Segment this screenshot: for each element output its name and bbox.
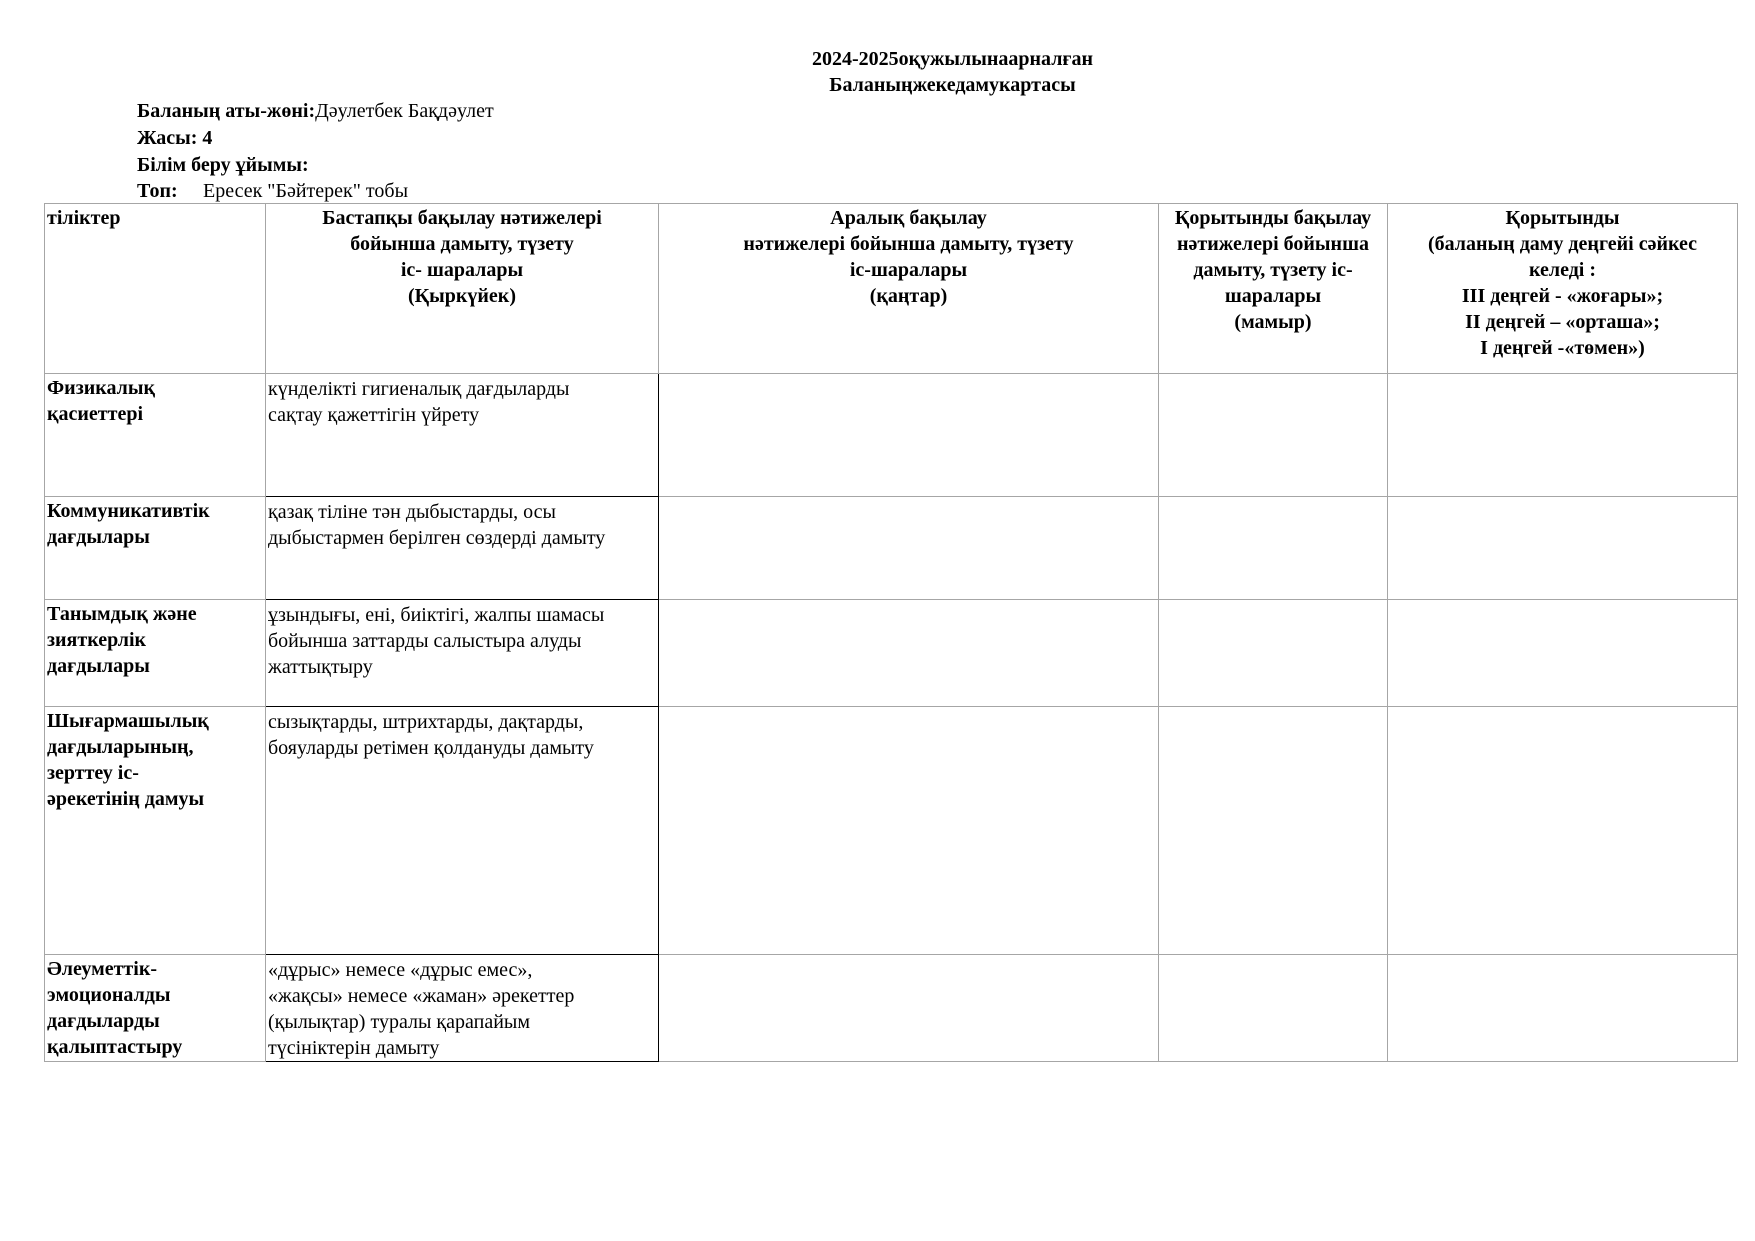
group-value: Ересек "Бәйтерек" тобы bbox=[203, 180, 408, 202]
domain-cell: Шығармашылық дағдыларының, зерттеу іс- әрекетінің дамуы bbox=[45, 707, 266, 955]
header-result: Қорытынды (баланың даму деңгейі сәйкес келеді : ІІІ деңгей - «жоғары»; ІІ деңгей – «орташа»; І деңгей -«төмен») bbox=[1388, 204, 1738, 374]
development-card-table bbox=[44, 203, 1738, 1062]
header-sections: тіліктер bbox=[45, 204, 266, 374]
interim-measure-cell bbox=[659, 374, 1159, 497]
document-title-line1: 2024-2025оқужылынаарналған bbox=[811, 48, 1094, 70]
table-row bbox=[45, 600, 1738, 707]
child-name-line bbox=[137, 98, 494, 124]
header-interim-measures: Аралық бақылау нәтижелері бойынша дамыту, түзету іс-шаралары (қаңтар) bbox=[659, 204, 1159, 374]
group-label: Топ: bbox=[137, 180, 178, 202]
domain-cell: Коммуникативтік дағдылары bbox=[45, 497, 266, 600]
initial-measure-cell: «дұрыс» немесе «дұрыс емес», «жақсы» немесе «жаман» әрекеттер (қылықтар) туралы қарапайым түсініктерін дамыту bbox=[266, 955, 659, 1062]
result-cell bbox=[1388, 497, 1738, 600]
education-org-label: Білім беру ұйымы: bbox=[137, 154, 309, 176]
interim-measure-cell bbox=[659, 707, 1159, 955]
child-name-value: Дәулетбек Бақдәулет bbox=[315, 100, 494, 122]
table-header-row bbox=[45, 204, 1738, 374]
domain-cell: Танымдық және зияткерлік дағдылары bbox=[45, 600, 266, 707]
table-row bbox=[45, 497, 1738, 600]
final-measure-cell bbox=[1159, 707, 1388, 955]
final-measure-cell bbox=[1159, 955, 1388, 1062]
domain-cell: Әлеуметтік- эмоционалды дағдыларды қалыптастыру bbox=[45, 955, 266, 1062]
header-final-measures: Қорытынды бақылау нәтижелері бойынша дамыту, түзету іс- шаралары (мамыр) bbox=[1159, 204, 1388, 374]
child-name-label: Баланың аты-жөні: bbox=[137, 100, 316, 122]
final-measure-cell bbox=[1159, 374, 1388, 497]
document-title-line2: Баланыңжекедамукартасы bbox=[829, 74, 1076, 96]
interim-measure-cell bbox=[659, 955, 1159, 1062]
education-org-line bbox=[137, 152, 309, 178]
table-row bbox=[45, 955, 1738, 1062]
result-cell bbox=[1388, 600, 1738, 707]
child-age-label: Жасы: 4 bbox=[137, 127, 213, 149]
result-cell bbox=[1388, 955, 1738, 1062]
initial-measure-cell: ұзындығы, ені, биіктігі, жалпы шамасы бойынша заттарды салыстыра алуды жаттықтыру bbox=[266, 600, 659, 707]
table-row bbox=[45, 374, 1738, 497]
interim-measure-cell bbox=[659, 497, 1159, 600]
group-line bbox=[137, 178, 408, 204]
child-age-line bbox=[137, 125, 212, 151]
initial-measure-cell: қазақ тіліне тән дыбыстарды, осы дыбыстармен берілген сөздерді дамыту bbox=[266, 497, 659, 600]
initial-measure-cell: сызықтарды, штрихтарды, дақтарды, бояуларды ретімен қолдануды дамыту bbox=[266, 707, 659, 955]
final-measure-cell bbox=[1159, 600, 1388, 707]
final-measure-cell bbox=[1159, 497, 1388, 600]
result-cell bbox=[1388, 374, 1738, 497]
result-cell bbox=[1388, 707, 1738, 955]
header-initial-measures: Бастапқы бақылау нәтижелері бойынша дамыту, түзету іс- шаралары (Қыркүйек) bbox=[266, 204, 659, 374]
initial-measure-cell: күнделікті гигиеналық дағдыларды сақтау қажеттігін үйрету bbox=[266, 374, 659, 497]
domain-cell: Физикалық қасиеттері bbox=[45, 374, 266, 497]
table-row bbox=[45, 707, 1738, 955]
interim-measure-cell bbox=[659, 600, 1159, 707]
